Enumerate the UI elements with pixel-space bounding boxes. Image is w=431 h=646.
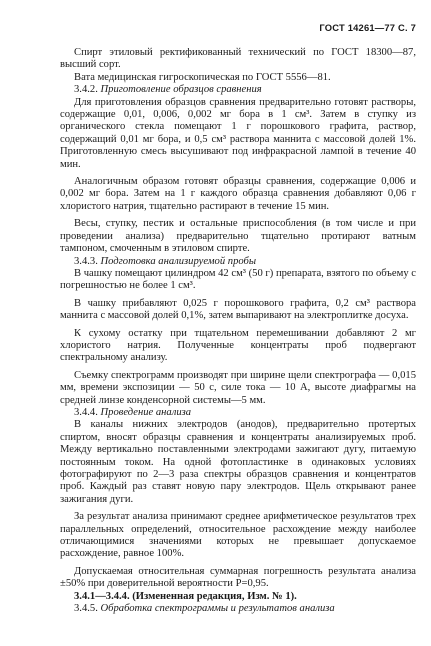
paragraph-prep-analog: Аналогичным образом готовят образцы сравнения, содержащие 0,006 и 0,002 мг бора. Затем на 1 г каждого образца сравнения добавляют 0,06 г хлористого натрия, тщательно растирают в течение 15 мин.: [60, 176, 416, 212]
paragraph-residue: К сухому остатку при тщательном перемешивании добавляют 2 мг хлористого натрия. Полученные концентраты проб подвергают спектральному анализу.: [60, 327, 416, 364]
paragraph-spectrograms: Съемку спектрограмм производят при ширине щели спектрографа — 0,015 мм, времени экспозиции — 50 с, силе тока — 10 А, высоте диафрагмы на средней линзе конденсорной системы—5 мм.: [60, 369, 416, 406]
document-page: [60, 22, 416, 615]
section-number: 3.4.2.: [74, 84, 98, 96]
section-title: Проведение анализа: [100, 406, 192, 418]
paragraph-cleaning: Весы, ступку, пестик и остальные приспособления (в том числе и при проведении анализа) предварительно тщательно протирают ватным тампоном, смоченным в этиловом спирте.: [60, 218, 416, 255]
section-heading-3-4-2: [60, 84, 416, 96]
paragraph-prep-solutions: Для приготовления образцов сравнения предварительно готовят растворы, содержащие 0,01, 0,006, 0,002 мг бора в 1 см³. Затем в ступку из органического стекла помещают 1 г порошкового графита, раствор, содержащий 0,01 мг бора, и 0,5 см³ раствора маннита с массовой долей 1%. Приготовленную смесь высушивают под инфракрасной лампой в течение 40 мин.: [60, 96, 416, 170]
amendment-note: 3.4.1—3.4.4. (Измененная редакция, Изм. № 1).: [74, 590, 297, 602]
page-header: ГОСТ 14261—77 С. 7: [319, 22, 416, 33]
section-title: Приготовление образцов сравнения: [100, 84, 262, 96]
section-title: Подготовка анализируемой пробы: [100, 255, 257, 267]
section-heading-3-4-5: [60, 603, 416, 615]
paragraph-graphite: В чашку прибавляют 0,025 г порошкового графита, 0,2 см³ раствора маннита с массовой долей 0,1%, затем выпаривают на электроплитке досуха.: [60, 297, 416, 322]
paragraph-result: За результат анализа принимают среднее арифметическое результатов трех параллельных определений, относительное расхождение между наиболее отличающимися значениями которых не превышает допускаемое расхождение, равное 100%.: [60, 511, 416, 560]
section-number: 3.4.3.: [74, 255, 98, 267]
paragraph-alcohol: Спирт этиловый ректификованный технический по ГОСТ 18300—87, высший сорт.: [60, 47, 416, 71]
section-number: 3.4.5.: [74, 603, 98, 615]
section-heading-3-4-3: [60, 256, 416, 268]
section-number: 3.4.4.: [74, 406, 98, 418]
paragraph-error: Допускаемая относительная суммарная погрешность результата анализа ±50% при доверительной вероятности P=0,95.: [60, 565, 416, 590]
paragraph-cotton: Вата медицинская гигроскопическая по ГОСТ 5556—81.: [74, 71, 331, 83]
section-heading-3-4-4: [60, 407, 416, 419]
paragraph-cylinder: В чашку помещают цилиндром 42 см³ (50 г) препарата, взятого по объему с погрешностью не более 1 см³.: [60, 267, 416, 292]
paragraph-electrodes: В каналы нижних электродов (анодов), предварительно протертых спиртом, вносят образцы сравнения и концентраты анализируемых проб. Между вертикально поставленными электродами зажигают дугу, питаемую постоянным током. На одной фотопластинке в одинаковых условиях фотографируют по 2—3 раза спектры образцов сравнения и концентратов проб. Каждый раз ставят новую пару электродов. Щель открывают ранее зажигания дуги.: [60, 419, 416, 505]
section-title: Обработка спектрограммы и результатов анализа: [100, 603, 335, 615]
